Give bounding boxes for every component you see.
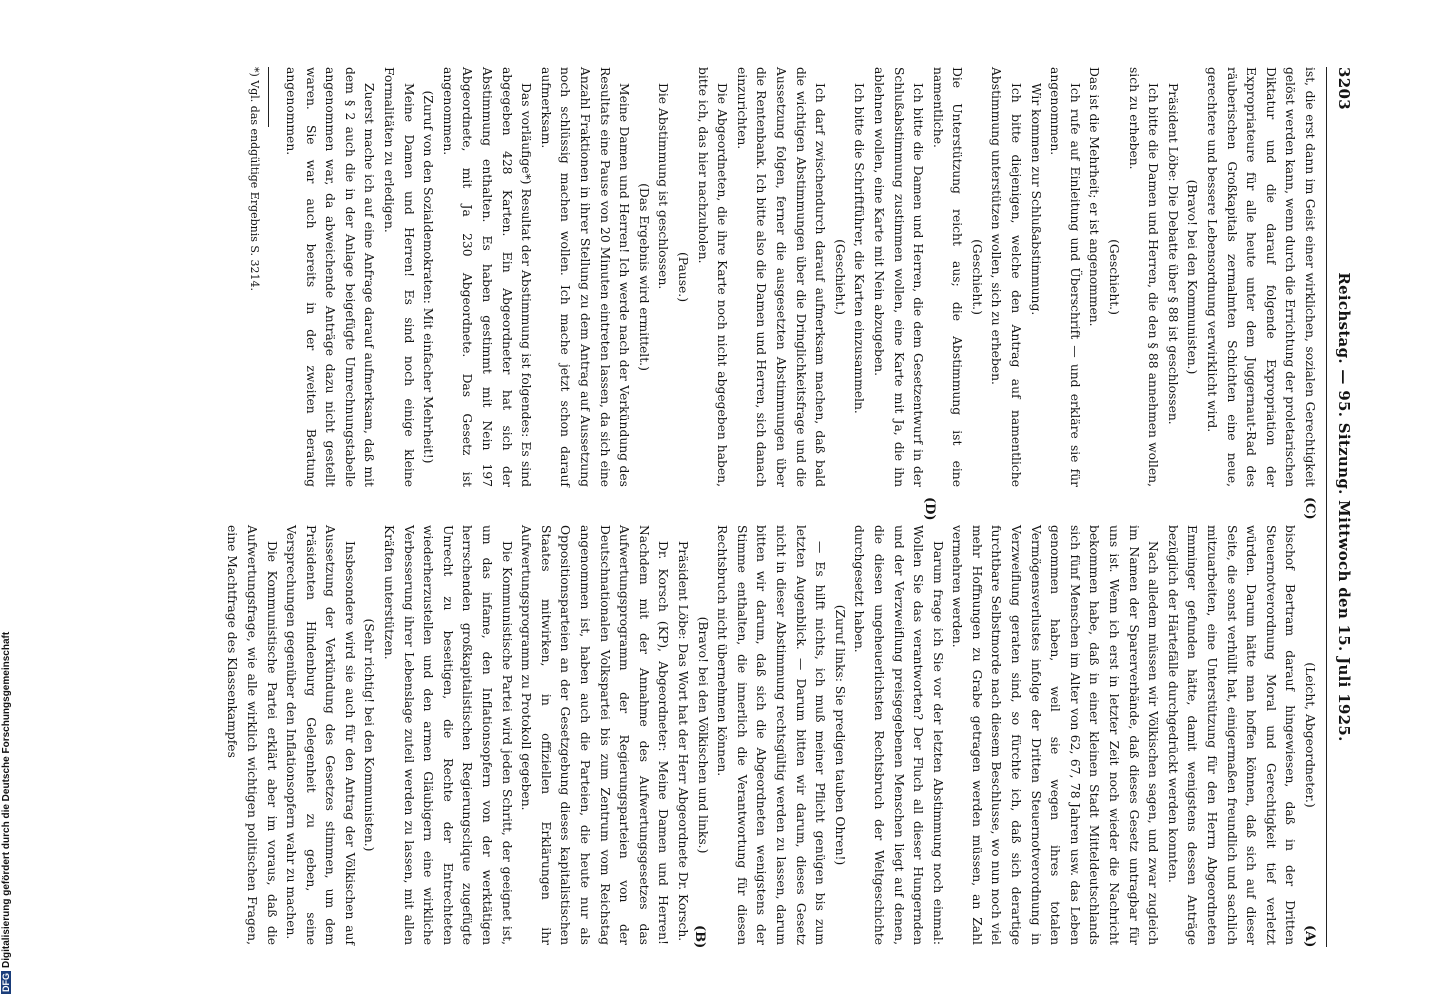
paragraph: Ich bitte die Damen und Herren, die dem Gesetzentwurf in der Schlußabstimmung zustimmen wollen, eine Karte mit Ja, die ihn ablehnen wollen, eine Karte mit Nein abzugeben. xyxy=(871,67,926,487)
digitization-credit xyxy=(1,4,12,994)
paragraph: Nach alledem müssen wir Völkischen sagen, und zwar zugleich im Namen der Sparerverbände, daß dieses Gesetz untragbar für uns ist. Wenn ich erst in letzter Zeit noch wieder die Nachricht bekommen habe, daß in einer kleinen Stadt Mitteldeutschlands sich fünf Menschen im Alter von 62, 67, 78 Jahren usw. das Leben genommen haben, weil sie wegen ihres totalen Vermögensverlustes infolge der Dritten Steuernotverordnung in Verzweiflung geraten sind, so fürchte ich, daß sich derartige furchtbare Selbstmorde nach diesem Beschlusse, wo nun noch viel mehr Hoffnungen zu Grabe getragen werden müssen, an Zahl vermehren werden. xyxy=(950,525,1161,945)
interjection: (Das Ergebnis wird ermittelt.) xyxy=(636,183,651,371)
footnote-rule xyxy=(268,67,269,127)
page-number: 3203 xyxy=(1335,67,1353,110)
paragraph: Die Kommunistische Partei wird jeden Schritt, der geeignet ist, um das infame, den Inflationsopfern von der werktätigen herrschenden großkapitalistischen Regierungsclique zugefügte Unrecht zu beseitigen, die Rechte der Entrechteten wiederherzustellen und den armen Gläubigern eine wirkliche Verbesserung ihrer Lebenslage zuteil werden zu lassen, mit allen Kräften unterstützen. xyxy=(382,525,514,945)
paragraph: Die Abstimmung ist geschlossen. xyxy=(656,83,671,290)
paragraph: Wir kommen zur Schlußabstimmung. xyxy=(1028,83,1043,316)
speaker-paragraph: Präsident Löbe: Das Wort hat der Herr Abgeordnete Dr. Korsch. xyxy=(676,541,690,942)
paragraph: Die Abgeordneten, die ihre Karte noch nicht abgegeben haben, bitte ich, das hier nachzuholen. xyxy=(695,67,730,487)
speaker-paragraph: Präsident Löbe: Die Debatte über § 88 ist geschlossen. xyxy=(1165,83,1180,425)
scanned-page xyxy=(152,67,1357,947)
interjection: (Geschieht.) xyxy=(832,239,847,315)
paragraph: Das ist die Mehrheit; er ist angenommen. xyxy=(1087,67,1102,327)
paragraph: Meine Damen und Herren! Ich werde nach der Verkündung des Resultats eine Pause von 20 Minuten eintreten lassen, da sich eine Anzahl Fraktionen in ihrer Stellung zu dem Antrag auf Aussetzung noch schlüssig machen wollen. Ich mache jetzt schon darauf aufmerksam. xyxy=(538,67,632,487)
paragraph: — Es hilft nichts, ich muß meiner Pflicht genügen bis zum letzten Augenblick. — Darum bitten wir darum, dieses Gesetz nicht in dieser Abstimmung rechtsgültig werden zu lassen, darum bitten wir darum, daß sich die Abgeordneten wenigstens der Stimme enthalten, die innerlich die Verantwortung für diesen Rechtsbruch nicht übernehmen können. xyxy=(715,525,828,945)
paragraph: Ich bitte die Schriftführer, die Karten einzusammeln. xyxy=(852,83,867,414)
right-column xyxy=(222,525,1319,948)
margin-mark-d: (D) xyxy=(922,497,937,521)
interjection: (Zuruf von den Sozialdemokraten: Mit einfacher Mehrheit!) xyxy=(421,90,436,464)
paragraph: Die Unterstützung reicht aus; die Abstimmung ist eine namentliche. xyxy=(930,67,965,487)
running-title: Reichstag. — 95. Sitzung. Mittwoch den 15. Juli 1925. xyxy=(1335,272,1353,742)
paragraph: Ich darf zwischendurch darauf aufmerksam machen, daß bald die wichtigen Abstimmungen über die Dringlichkeitsfrage und die Aussetzung folgen, ferner die ausgesetzten Abstimmungen über die Rentenbank. Ich bitte also die Damen und Herren, sich danach einzurichten. xyxy=(734,67,828,487)
paragraph: Ich bitte die Damen und Herren, die den § 88 annehmen wollen, sich zu erheben. xyxy=(1126,67,1161,487)
paragraph: bischof Bertram darauf hingewiesen, daß in der Dritten Steuernotverordnung Moral und Gerechtigkeit tief verletzt würden. Darum hätte man hoffen können, daß sich auf dieser Seite, die sonst verhüllt hat, einigermaßen freundlich und sachlich mitzuarbeiten, eine Unterstützung für den Herrn Abgeordneten Emminger gefunden hätte, damit wenigstens dessen Anträge bezüglich der Härtefälle durchgedrückt werden konnten. xyxy=(1165,525,1298,945)
paragraph: Die Kommunistische Partei erklärt aber im voraus, daß die Aufwertungsfrage, wie alle wirklich wichtigen politischen Fragen, eine Machtfrage des Klassenkampfes xyxy=(225,525,279,945)
paragraph: Meine Damen und Herren! Es sind noch einige kleine Formalitäten zu erledigen. xyxy=(382,67,416,487)
paragraph: Ich bitte diejenigen, welche den Antrag auf namentliche Abstimmung unterstützen wollen, sich zu erheben. xyxy=(989,67,1024,487)
interjection: (Pause.) xyxy=(676,251,690,303)
paragraph: Zuerst mache ich auf eine Anfrage darauf aufmerksam, daß mit dem § 2 auch die in der Anlage beigefügte Umrechnungstabelle angenommen war, da abweichende Anträge dazu nicht gestellt waren. Sie war auch bereits in der zweiten Beratung angenommen. xyxy=(284,67,377,487)
interjection: (Bravo! bei den Kommunisten.) xyxy=(1185,179,1200,375)
speaker-heading: (Leicht, Abgeordneter.) xyxy=(1303,662,1317,808)
vote-result-paragraph: Das vorläufige*) Resultat der Abstimmung ist folgendes: Es sind abgegeben 428 Karten. Ein Abgeordneter hat sich der Abstimmung enthalten. Es haben gestimmt mit Nein 197 Abgeordnete, mit Ja 230 Abgeordnete. Das Gesetz ist angenommen. xyxy=(440,67,534,487)
interjection: (Bravo! bei den Völkischen und links.) xyxy=(695,616,710,854)
credit-text: Digitalisierung gefördert durch die Deutsche Forschungsgemeinschaft xyxy=(1,631,12,968)
interjection: (Geschieht.) xyxy=(969,239,984,315)
interjection: (Geschieht.) xyxy=(1107,239,1122,315)
header-rule xyxy=(1326,67,1327,947)
page-header xyxy=(1327,67,1357,947)
dfg-logo: DFG xyxy=(1,973,11,992)
speaker-paragraph: Dr. Korsch (KP), Abgeordneter: Meine Damen und Herren! Nachdem mit der Annahme des Aufwertungsgesetzes das Aufwertungsprogramm der Regierungsparteien von der Deutschnationalen Volkspartei bis zum Zentrum vom Reichstag angenommen ist, haben auch die Parteien, die heute nur als Oppositionsparteien an der Gesetzgebung dieses kapitalistischen Staates mitwirken, in offiziellen Erklärungen ihr Aufwertungsprogramm zu Protokoll gegeben. xyxy=(519,525,671,945)
margin-mark-a: (A) xyxy=(1302,925,1317,948)
margin-mark-b: (B) xyxy=(692,925,707,949)
margin-mark-c: (C) xyxy=(1302,497,1317,520)
paragraph: Insbesondere wird sie auch für den Antrag der Völkischen auf Aussetzung der Verkündung des Gesetzes stimmen, um dem Präsidenten Hindenburg Gelegenheit zu geben, seine Versprechungen gegenüber den Inflationsopfern wahr zu machen. xyxy=(284,525,357,945)
paragraph: Ich rufe auf Einleitung und Überschrift — und erkläre sie für angenommen. xyxy=(1048,67,1082,487)
interjection: (Sehr richtig! bei den Kommunisten.) xyxy=(362,618,377,852)
left-column xyxy=(244,67,1319,487)
paragraph: ist, die erst dann im Geist einer wirklichen, sozialen Gerechtigkeit gelöst werden kann, wenn durch die Errichtung der proletarischen Diktatur und die darauf folgende Expropriation der Expropriateure für alle heute unter dem Juggernaut-Rad des räuberischen Großkapitals zermalmten Schichten eine neue, gerechtere und bessere Lebensordnung verwirklicht wird. xyxy=(1205,67,1317,487)
digitization-strip xyxy=(0,0,20,1000)
interjection: (Zuruf links: Sie predigen tauben Ohren!) xyxy=(832,604,847,866)
paragraph: Darum frage ich Sie vor der letzten Abstimmung noch einmal: Wollen Sie das verantworten? Der Fluch all dieser Hungernden und der Verzweiflung preisgegebenen Menschen liegt auf denen, die diesen ungeheuerlichsten Rechtsbruch der Weltgeschichte durchgesetzt haben. xyxy=(852,525,945,945)
footnote: *) Vgl. das endgültige Ergebnis S. 3214. xyxy=(247,67,261,292)
